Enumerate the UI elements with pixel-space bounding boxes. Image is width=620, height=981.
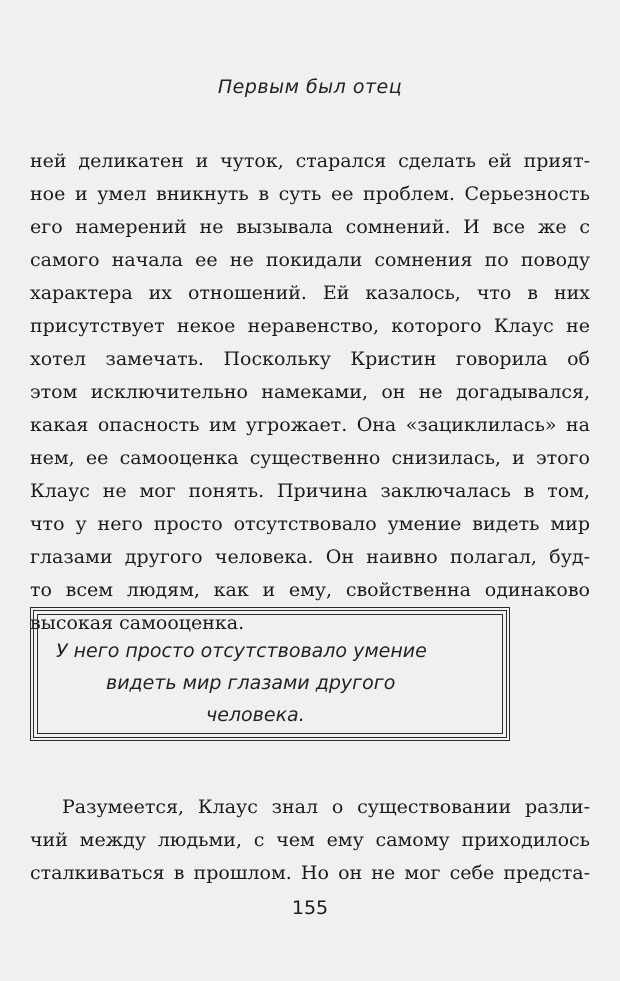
text-line: глазами другого человека. Он наивно полагал, буд-: [30, 546, 590, 568]
paragraph-2: [30, 791, 590, 890]
text-line: Разумеется, Клаус знал о существовании разли-: [62, 796, 590, 818]
text-line: присутствует некое неравенство, которого Клаус не: [30, 315, 590, 337]
page-number: 155: [291, 897, 329, 919]
text-line-last: высокая самооценка.: [30, 612, 245, 634]
text-line: его намерений не вызывала сомнений. И все же с: [30, 216, 590, 238]
text-line: Клаус не мог понять. Причина заключалась в том,: [30, 480, 590, 502]
text-line: ней деликатен и чуток, старался сделать ей прият-: [30, 150, 590, 172]
text-line: какая опасность им угрожает. Она «зациклилась» на: [30, 414, 590, 436]
running-head: Первым был отец: [217, 76, 403, 98]
text-line: хотел замечать. Поскольку Кристин говорила об: [30, 348, 590, 370]
text-line: самого начала ее не покидали сомнения по поводу: [30, 249, 590, 271]
pull-quote-box: [30, 607, 510, 741]
text-line: то всем людям, как и ему, свойственна одинаково: [30, 579, 590, 601]
pull-quote-line: видеть мир глазами другого: [106, 672, 396, 694]
text-line: сталкиваться в прошлом. Но он не мог себе предста-: [30, 862, 590, 884]
text-line: характера их отношений. Ей казалось, что в них: [30, 282, 590, 304]
text-line: чий между людьми, с чем ему самому приходилось: [30, 829, 590, 851]
text-line: этом исключительно намеками, он не догадывался,: [30, 381, 590, 403]
text-line: нем, ее самооценка существенно снизилась, и этого: [30, 447, 590, 469]
text-line: что у него просто отсутствовало умение видеть мир: [30, 513, 590, 535]
paragraph-1: [30, 145, 590, 640]
text-line: ное и умел вникнуть в суть ее проблем. Серьезность: [30, 183, 590, 205]
pull-quote-line: человека.: [206, 704, 305, 726]
pull-quote-text: [56, 635, 486, 731]
pull-quote-line: У него просто отсутствовало умение: [56, 640, 427, 662]
